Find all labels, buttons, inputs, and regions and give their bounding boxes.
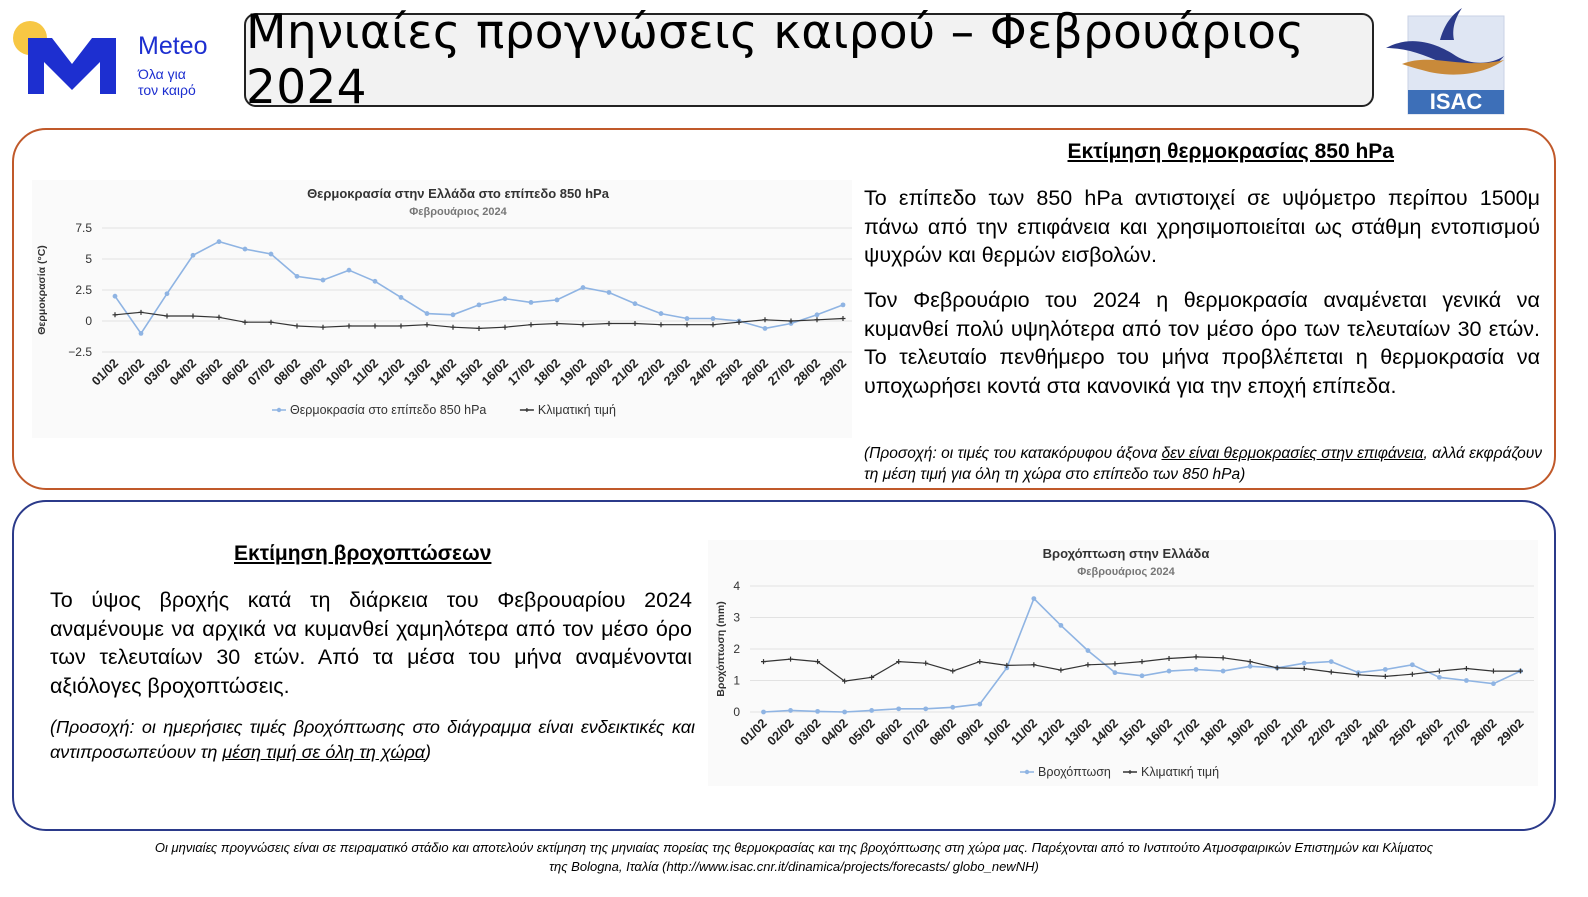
temp-x-tick-label: 29/02 bbox=[817, 356, 850, 389]
rain-x-tick-label: 02/02 bbox=[764, 716, 797, 749]
temp-x-tick-label: 02/02 bbox=[115, 356, 148, 389]
temp-x-tick-label: 21/02 bbox=[609, 356, 642, 389]
temp-x-tick-label: 10/02 bbox=[323, 356, 356, 389]
temp-y-tick-label: 5 bbox=[85, 252, 92, 266]
temperature-heading-text: Εκτίμηση θερμοκρασίας 850 hPa bbox=[1067, 140, 1394, 163]
rain-y-tick-label: 4 bbox=[733, 579, 740, 593]
rain-x-tick-label: 17/02 bbox=[1170, 716, 1203, 749]
temp-chart-subtitle: Φεβρουάριος 2024 bbox=[409, 206, 507, 218]
rain-forecast-point bbox=[1437, 675, 1442, 680]
temp-forecast-point bbox=[815, 312, 820, 317]
rain-forecast-point bbox=[1464, 678, 1469, 683]
rain-forecast-point bbox=[1058, 623, 1063, 628]
temperature-chart bbox=[32, 180, 852, 438]
rain-x-tick-label: 21/02 bbox=[1278, 716, 1311, 749]
temp-forecast-point bbox=[347, 268, 352, 273]
temp-chart-title: Θερμοκρασία στην Ελλάδα στο επίπεδο 850 hPa bbox=[307, 186, 609, 201]
rain-forecast-point bbox=[1410, 662, 1415, 667]
rain-x-tick-label: 22/02 bbox=[1305, 716, 1338, 749]
temp-x-tick-label: 05/02 bbox=[193, 356, 226, 389]
rain-forecast-point bbox=[869, 708, 874, 713]
temp-x-tick-label: 07/02 bbox=[245, 356, 278, 389]
temperature-note-suffix: , αλλά εκφράζουν τη μέση τιμή για όλη τη χώρα στο επίπεδο των 850 hPa) bbox=[864, 445, 1542, 483]
rain-note bbox=[50, 715, 695, 765]
rain-note-prefix: (Προσοχή: οι ημερήσιες τιμές βροχόπτωσης στο διάγραμμα είναι ενδεικτικές και αντιπροσωπεύουν τη bbox=[50, 717, 695, 762]
rain-forecast-point bbox=[1031, 596, 1036, 601]
rain-x-tick-label: 07/02 bbox=[899, 716, 932, 749]
rain-forecast-point bbox=[761, 710, 766, 715]
temperature-paragraph-1: Το επίπεδο των 850 hPa αντιστοιχεί σε υψόμετρο περίπου 1500μ πάνω από την επιφάνεια και χρησιμοποιείται ως στάθμη εντοπισμού ψυχρών και θερμών εισβολών. bbox=[864, 186, 1540, 267]
rain-x-tick-label: 25/02 bbox=[1386, 716, 1419, 749]
temp-forecast-point bbox=[373, 279, 378, 284]
rain-legend-marker bbox=[1025, 770, 1029, 774]
rain-x-tick-label: 12/02 bbox=[1034, 716, 1068, 749]
temp-x-tick-label: 11/02 bbox=[349, 356, 382, 388]
rain-forecast-point bbox=[1113, 670, 1118, 675]
rain-x-tick-label: 27/02 bbox=[1440, 716, 1473, 749]
rain-y-tick-label: 1 bbox=[733, 673, 740, 688]
meteo-logo-tagline-2: τον καιρό bbox=[138, 82, 196, 98]
rain-x-tick-label: 19/02 bbox=[1224, 716, 1257, 749]
rain-chart-title: Βροχόπτωση στην Ελλάδα bbox=[1042, 546, 1210, 561]
rain-x-tick-label: 24/02 bbox=[1359, 716, 1392, 749]
rain-forecast-point bbox=[1248, 664, 1253, 669]
rain-forecast-point bbox=[1140, 673, 1145, 678]
temp-y-tick-label: 2.5 bbox=[75, 283, 92, 297]
rain-chart bbox=[708, 540, 1538, 786]
temp-x-tick-label: 27/02 bbox=[765, 356, 798, 389]
temp-forecast-point bbox=[711, 316, 716, 321]
temp-x-tick-label: 26/02 bbox=[739, 356, 772, 389]
rain-forecast-point bbox=[950, 705, 955, 710]
temp-forecast-point bbox=[269, 252, 274, 257]
temp-x-tick-label: 04/02 bbox=[167, 356, 200, 389]
rain-x-tick-label: 20/02 bbox=[1251, 716, 1284, 749]
temp-chart-background bbox=[32, 180, 852, 438]
rain-forecast-point bbox=[923, 706, 928, 711]
temp-forecast-point bbox=[503, 296, 508, 301]
temp-legend-label: Θερμοκρασία στο επίπεδο 850 hPa bbox=[290, 403, 487, 417]
temperature-paragraph-2: Τον Φεβρουάριο του 2024 η θερμοκρασία αναμένεται γενικά να κυμανθεί πολύ υψηλότερα από τον μέσο όρο των τελευταίων 30 ετών. Το τελευταίο πενθήμερο του μήνα προβλέπεται η θερμοκρασία να υποχωρήσει κοντά στα κανονικά για την εποχή επίπεδα. bbox=[864, 288, 1540, 398]
temp-legend-marker bbox=[277, 408, 281, 412]
rain-forecast-point bbox=[788, 708, 793, 713]
temp-forecast-point bbox=[477, 302, 482, 307]
rain-x-tick-label: 23/02 bbox=[1332, 716, 1365, 749]
temp-y-tick-label: 0 bbox=[85, 314, 92, 328]
temp-y-axis-label: Θερμοκρασία (°C) bbox=[36, 245, 48, 335]
temp-x-tick-label: 19/02 bbox=[557, 356, 590, 389]
rain-legend-label: Βροχόπτωση bbox=[1038, 765, 1111, 779]
footer-line-1: Οι μηνιαίες προγνώσεις είναι σε πειραματικό στάδιο και αποτελούν εκτίμηση της μηνιαίας πορείας της θερμοκρασίας και της βροχόπτωσης στη χώρα μας. Παρέχονται από το Ινστιτούτο Ατμοσφαιρικών Επιστημών και Κλίματος bbox=[154, 840, 1434, 855]
footer-disclaimer bbox=[0, 838, 1588, 876]
rain-forecast-point bbox=[815, 709, 820, 714]
rain-forecast-point bbox=[1329, 659, 1334, 664]
rain-paragraph: Το ύψος βροχής κατά τη διάρκεια του Φεβρουαρίου 2024 αναμένουμε να αρχικά να κυμανθεί χαμηλότερα από τον μέσο όρο των τελευταίων 30 ετών. Από τα μέσα του μήνα αναμένονται αξιόλογες βροχοπτώσεις. bbox=[50, 588, 692, 698]
temp-forecast-point bbox=[139, 331, 144, 336]
rain-panel bbox=[12, 500, 1556, 831]
rain-x-tick-label: 06/02 bbox=[872, 716, 905, 749]
temp-forecast-point bbox=[425, 311, 430, 316]
rain-x-tick-label: 18/02 bbox=[1197, 716, 1230, 749]
temperature-panel bbox=[12, 128, 1556, 490]
rain-x-tick-label: 13/02 bbox=[1062, 716, 1095, 749]
temp-x-tick-label: 25/02 bbox=[713, 356, 746, 389]
rain-x-tick-label: 10/02 bbox=[980, 716, 1013, 749]
rain-legend-label: Κλιματική τιμή bbox=[1141, 765, 1220, 779]
rain-y-axis-label: Βροχόπτωση (mm) bbox=[715, 601, 727, 697]
rain-forecast-point bbox=[1194, 667, 1199, 672]
temp-forecast-point bbox=[243, 247, 248, 252]
meteo-logo-m bbox=[28, 38, 116, 94]
rain-x-tick-label: 04/02 bbox=[818, 716, 851, 749]
rain-forecast-point bbox=[1086, 648, 1091, 653]
rain-x-tick-label: 08/02 bbox=[926, 716, 959, 749]
temp-forecast-point bbox=[165, 291, 170, 296]
page-title-box bbox=[244, 5, 1374, 115]
temp-forecast-point bbox=[659, 311, 664, 316]
temp-x-tick-label: 22/02 bbox=[635, 356, 668, 389]
temp-x-tick-label: 01/02 bbox=[89, 356, 122, 389]
meteo-logo bbox=[10, 18, 225, 103]
rain-note-suffix: ) bbox=[425, 742, 432, 762]
temp-legend-label: Κλιματική τιμή bbox=[537, 403, 616, 417]
rain-forecast-point bbox=[1491, 681, 1496, 686]
temp-x-tick-label: 08/02 bbox=[271, 356, 304, 389]
temp-x-tick-label: 12/02 bbox=[375, 356, 408, 389]
temp-forecast-point bbox=[581, 285, 586, 290]
temp-x-tick-label: 16/02 bbox=[479, 356, 512, 389]
temp-forecast-point bbox=[399, 295, 404, 300]
rain-forecast-point bbox=[842, 710, 847, 715]
rain-x-tick-label: 05/02 bbox=[845, 716, 878, 749]
temp-y-tick-label: 7.5 bbox=[75, 221, 92, 235]
temp-forecast-point bbox=[685, 316, 690, 321]
rain-x-tick-label: 09/02 bbox=[953, 716, 986, 749]
rain-x-tick-label: 16/02 bbox=[1143, 716, 1176, 749]
rain-y-tick-label: 3 bbox=[733, 610, 740, 625]
temperature-heading bbox=[14, 140, 1394, 164]
temperature-note bbox=[864, 443, 1544, 485]
temp-forecast-point bbox=[191, 253, 196, 258]
rain-y-tick-label: 0 bbox=[733, 705, 740, 719]
rain-x-tick-label: 14/02 bbox=[1089, 716, 1122, 749]
temp-forecast-point bbox=[321, 278, 326, 283]
rain-x-tick-label: 26/02 bbox=[1413, 716, 1446, 749]
temp-x-tick-label: 23/02 bbox=[661, 356, 694, 389]
temp-forecast-point bbox=[763, 326, 768, 331]
rain-heading: Εκτίμηση βροχοπτώσεων bbox=[234, 542, 492, 565]
footer-line-2: της Bologna, Ιταλία (http://www.isac.cnr.it/dinamica/projects/forecasts/ globo_newNH) bbox=[549, 859, 1039, 874]
rain-y-tick-label: 2 bbox=[733, 642, 740, 656]
isac-logo-text: ISAC bbox=[1429, 89, 1483, 114]
temp-forecast-point bbox=[607, 290, 612, 295]
temp-forecast-point bbox=[529, 300, 534, 305]
rain-note-underlined: μέση τιμή σε όλη τη χώρα bbox=[222, 742, 426, 762]
temp-forecast-point bbox=[113, 294, 118, 299]
temp-x-tick-label: 28/02 bbox=[791, 356, 824, 389]
rain-x-tick-label: 03/02 bbox=[791, 716, 824, 749]
temp-forecast-point bbox=[451, 312, 456, 317]
temp-x-tick-label: 24/02 bbox=[687, 356, 720, 389]
rain-forecast-point bbox=[977, 702, 982, 707]
rain-x-tick-label: 15/02 bbox=[1116, 716, 1149, 749]
temp-forecast-point bbox=[633, 301, 638, 306]
rain-forecast-point bbox=[896, 706, 901, 711]
temp-forecast-point bbox=[217, 239, 222, 244]
temp-x-tick-label: 18/02 bbox=[531, 356, 564, 389]
rain-forecast-point bbox=[1383, 667, 1388, 672]
temp-forecast-point bbox=[555, 298, 560, 303]
temp-forecast-point bbox=[295, 274, 300, 279]
page-title: Μηνιαίες προγνώσεις καιρού – Φεβρουάριος 2024 bbox=[246, 5, 1305, 115]
temp-x-tick-label: 03/02 bbox=[141, 356, 174, 389]
rain-x-tick-label: 11/02 bbox=[1008, 716, 1040, 748]
temp-x-tick-label: 17/02 bbox=[505, 356, 538, 389]
temp-x-tick-label: 13/02 bbox=[401, 356, 434, 389]
rain-chart-subtitle: Φεβρουάριος 2024 bbox=[1077, 566, 1175, 578]
temp-x-tick-label: 20/02 bbox=[583, 356, 616, 389]
temp-x-tick-label: 15/02 bbox=[453, 356, 486, 389]
rain-forecast-point bbox=[1221, 669, 1226, 674]
temperature-note-prefix: (Προσοχή: οι τιμές του κατακόρυφου άξονα bbox=[864, 445, 1162, 462]
meteo-logo-tagline-1: Όλα για bbox=[138, 66, 186, 82]
temp-x-tick-label: 06/02 bbox=[219, 356, 252, 389]
rain-x-tick-label: 29/02 bbox=[1494, 716, 1527, 749]
rain-forecast-point bbox=[1167, 669, 1172, 674]
rain-x-tick-label: 28/02 bbox=[1467, 716, 1500, 749]
rain-x-tick-label: 01/02 bbox=[737, 716, 770, 749]
rain-forecast-point bbox=[1302, 661, 1307, 666]
temp-x-tick-label: 09/02 bbox=[297, 356, 330, 389]
temp-x-tick-label: 14/02 bbox=[427, 356, 460, 389]
temperature-note-underlined: δεν είναι θερμοκρασίες στην επιφάνεια bbox=[1161, 445, 1424, 462]
temp-y-tick-label: −2.5 bbox=[68, 345, 92, 359]
isac-logo bbox=[1382, 4, 1510, 116]
temp-forecast-point bbox=[841, 302, 846, 307]
meteo-logo-name: Meteo bbox=[138, 32, 208, 60]
